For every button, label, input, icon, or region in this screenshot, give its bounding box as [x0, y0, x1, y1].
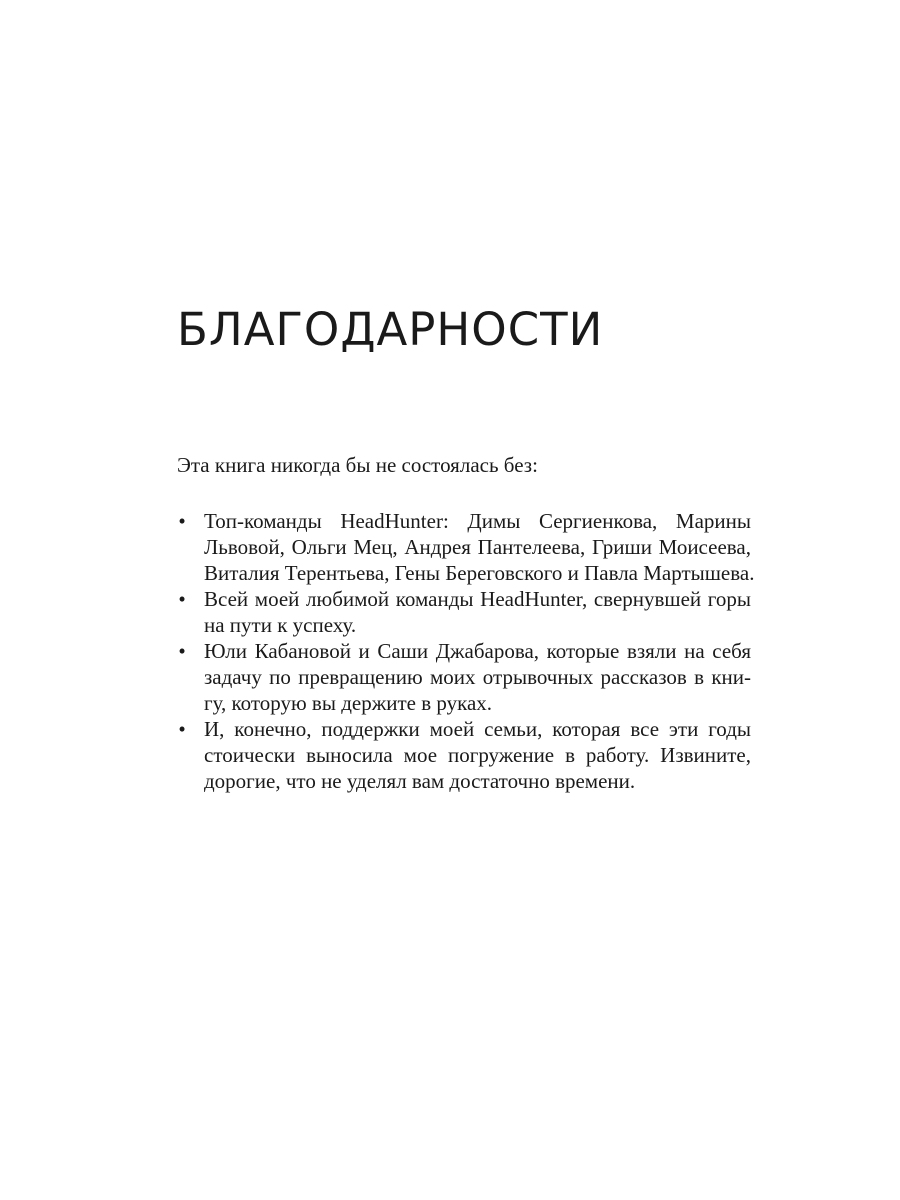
list-item-line: Виталия Терентьева, Гены Береговского и Павла Мартышева. [204, 561, 755, 585]
acknowledgements-list [177, 508, 755, 794]
list-item-line: Львовой, Ольги Мец, Андрея Пантелеева, Гриши Моисеева, [204, 535, 751, 559]
list-item-line: И, конечно, поддержки моей семьи, которая все эти годы [204, 717, 751, 741]
list-item [177, 716, 751, 794]
list-item-line: Юли Кабановой и Саши Джабарова, которые взяли на себя [204, 639, 751, 663]
bullet-icon: • [178, 639, 186, 663]
list-item-line: стоически выносила мое погружение в работу. Извините, [204, 743, 751, 767]
list-item-line: Топ-команды HeadHunter: Димы Сергиенкова, Марины [204, 509, 751, 533]
list-item [177, 586, 751, 638]
list-item-line: гу, которую вы держите в руках. [204, 691, 493, 715]
list-item-line: Всей моей любимой команды HeadHunter, свернувшей горы [204, 587, 751, 611]
list-item-line: на пути к успеху. [204, 613, 357, 637]
bullet-icon: • [178, 717, 186, 741]
bullet-icon: • [178, 509, 186, 533]
page-title: БЛАГОДАРНОСТИ [177, 303, 604, 356]
bullet-icon: • [178, 587, 186, 611]
list-item-line: задачу по превращению моих отрывочных рассказов в кни- [204, 665, 751, 689]
list-item [177, 508, 755, 586]
intro-paragraph: Эта книга никогда бы не состоялась без: [177, 453, 538, 477]
list-item [177, 638, 751, 716]
list-item-line: дорогие, что не уделял вам достаточно времени. [204, 769, 636, 793]
